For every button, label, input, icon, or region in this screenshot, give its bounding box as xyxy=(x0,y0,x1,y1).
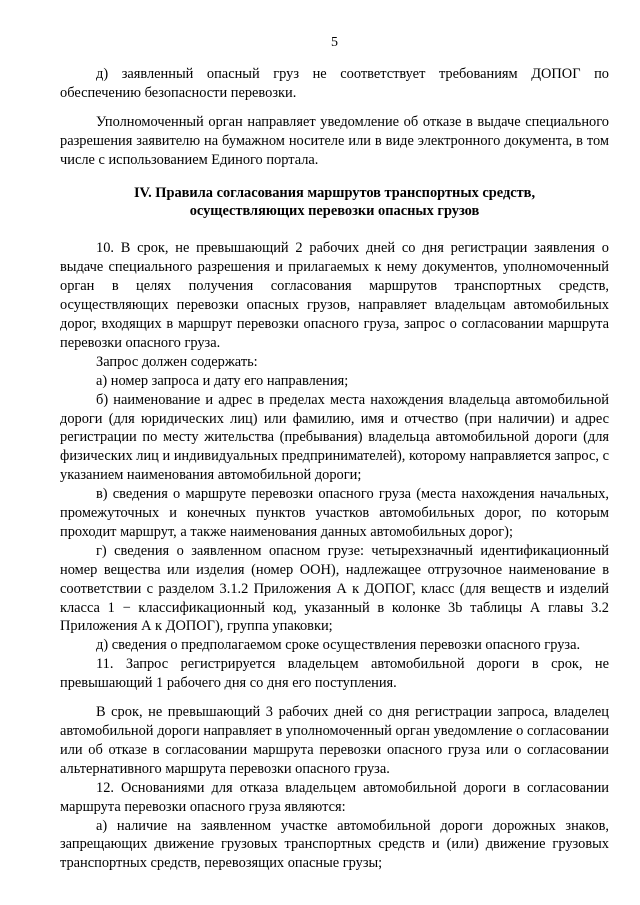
paragraph-11: 11. Запрос регистрируется владельцем автомобильной дороги в срок, не превышающий 1 рабочего дня со дня его поступления. xyxy=(60,656,609,692)
paragraph-item-d: д) сведения о предполагаемом сроке осуществления перевозки опасного груза. xyxy=(96,637,581,654)
paragraph-refusal-notification: Уполномоченный орган направляет уведомление об отказе в выдаче специального разрешения заявителю на бумажном носителе или в виде электронного документа, в том числе с использованием Единого портала. xyxy=(60,113,609,168)
paragraph-11-deadline: В срок, не превышающий 3 рабочих дней со дня регистрации запроса, владелец автомобильной дороги направляет в уполномоченный орган уведомление о согласовании или об отказе в согласовании маршрута перевозки опасного груза или о согласовании альтернативного маршрута перевозки опасного груза. xyxy=(60,704,609,777)
paragraph-item-v: в) сведения о маршруте перевозки опасного груза (места нахождения начальных, промежуточных и конечных пунктов участков автомобильных дорог, по которым проходит маршрут, а также наименования данных автомобильных дорог); xyxy=(60,486,609,540)
paragraph-10: 10. В срок, не превышающий 2 рабочих дней со дня регистрации заявления о выдаче специального разрешения и прилагаемых к нему документов, уполномоченный орган в целях получения согласования маршрутов транспортных средств, осуществляющих перевозки опасных грузов, направляет владельцам автомобильных дорог, входящих в маршрут перевозки опасного груза, запрос о согласовании маршрута перевозки опасного груза. xyxy=(60,240,609,351)
paragraph-d-refusal-ground: д) заявленный опасный груз не соответствует требованиям ДОПОГ по обеспечению безопасности перевозки. xyxy=(60,66,609,101)
paragraph-request-contents: Запрос должен содержать: xyxy=(96,353,258,370)
paragraph-12: 12. Основаниями для отказа владельцем автомобильной дороги в согласовании маршрута перевозки опасного груза являются: xyxy=(60,779,609,815)
paragraph-item-b: б) наименование и адрес в пределах места нахождения владельца автомобильной дороги (для юридических лиц) или фамилию, имя и отчество (при наличии) и адрес регистрации по месту жительства (пребывания) владельца автомобильной дороги (для физических лиц и индивидуальных предпринимателей), которому направляется запрос, с указанием наименования автомобильной дороги; xyxy=(60,391,609,484)
paragraph-12-item-a: а) наличие на заявленном участке автомобильной дороги дорожных знаков, запрещающих движение грузовых транспортных средств и (или) движение грузовых транспортных средств, перевозящих опасные грузы; xyxy=(60,817,609,872)
section-heading: IV. Правила согласования маршрутов транспортных средств, осуществляющих перевозки опасных грузов xyxy=(133,184,536,219)
paragraph-item-g: г) сведения о заявленном опасном грузе: четырехзначный идентификационный номер вещества или изделия (номер ООН), надлежащее отгрузочное наименование в соответствии с разделом 3.1.2 Приложения А к ДОПОГ, класс (для веществ и изделий класса 1 − классификационный код, указанный в колонке 3b таблицы А главы 3.2 Приложения А к ДОПОГ), группа упаковки; xyxy=(60,542,609,635)
paragraph-item-a: а) номер запроса и дату его направления; xyxy=(96,372,349,389)
page-number: 5 xyxy=(331,35,338,50)
